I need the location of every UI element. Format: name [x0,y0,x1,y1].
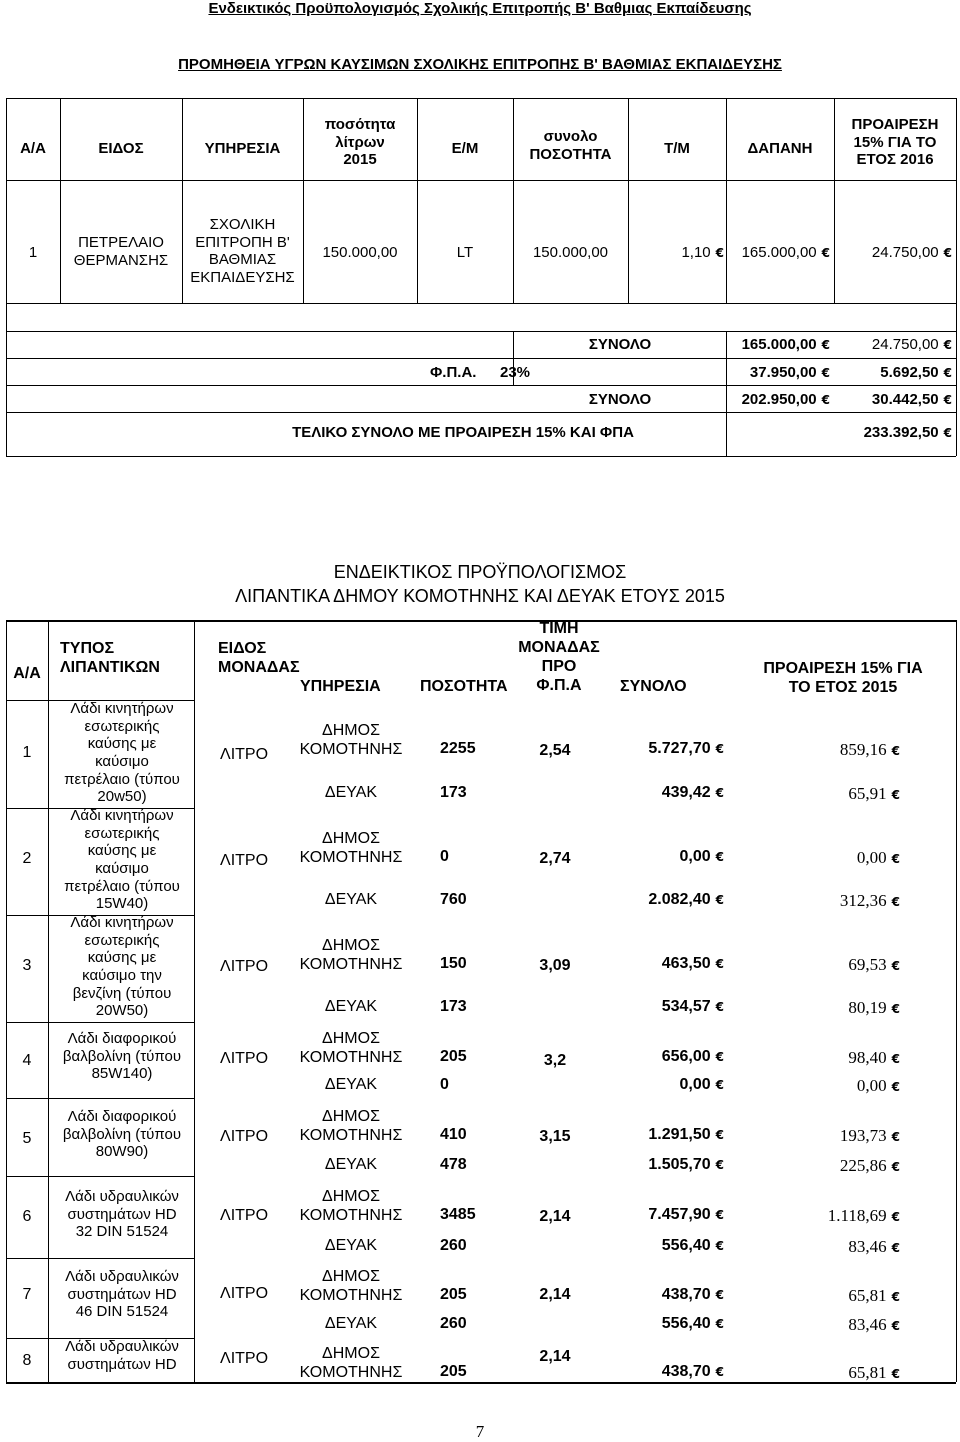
lub-row-3-service-2: ΔΕΥΑΚ [324,998,378,1015]
summary-fpa-dapani: 37.950,00 € [749,364,830,381]
summary-synolo-option: 24.750,00 € [871,336,952,353]
fuel-row-total-qty: 150.000,00 [532,244,609,261]
fuel-header-dapani: ΔΑΠΑΝΗ [747,140,813,157]
lub-row-4-eidos: ΛΙΤΡΟ [220,1050,269,1067]
lub-row-7-option-1: 65,81 € [848,1286,900,1305]
lub-row-3-qty-2: 173 [440,998,467,1015]
lub-row-6-service-2: ΔΕΥΑΚ [324,1237,378,1254]
lub-row-1-price: 2,54 [539,742,571,759]
fuel-header-eidos: ΕΙΔΟΣ [98,140,144,157]
table-rule [60,98,61,303]
euro-icon: € [891,852,900,866]
lub-row-7-service-1: ΔΗΜΟΣ ΚΟΜΟΤΗΝΗΣ [299,1268,403,1304]
lub-row-4-total-2: 0,00 € [679,1076,724,1093]
euro-icon: € [943,366,952,380]
fuel-header-aa: Α/Α [20,140,46,157]
euro-icon: € [715,1365,724,1379]
fuel-header-total-qty: συνολο ΠΟΣΟΤΗΤΑ [529,128,612,163]
table-rule [726,98,727,303]
euro-icon: € [715,1158,724,1172]
euro-icon: € [715,1208,724,1222]
summary-fpa-label: Φ.Π.Α. [430,364,477,381]
lub-row-6-qty-2: 260 [440,1237,467,1254]
euro-icon: € [715,1288,724,1302]
table-rule [6,385,956,386]
table-rule [6,1258,194,1259]
table-rule [6,620,7,1382]
lub-row-7-total-1: 438,70 € [661,1286,724,1303]
lub-row-8-aa: 8 [22,1352,32,1369]
lub-row-5-option-2: 225,86 € [839,1156,900,1175]
table-rule [6,98,956,99]
table-rule [194,620,195,1382]
lub-row-2-price: 2,74 [539,850,571,867]
summary-synolo-dapani: 165.000,00 € [741,336,830,353]
summary-synolo2-label: ΣΥΝΟΛΟ [588,391,652,408]
lub-row-5-eidos: ΛΙΤΡΟ [220,1128,269,1145]
lub-row-4-service-2: ΔΕΥΑΚ [324,1076,378,1093]
fuel-header-qty: ποσότητα λίτρων 2015 [324,116,396,169]
summary-final-label: ΤΕΛΙΚΟ ΣΥΝΟΛΟ ΜΕ ΠΡΟΑΙΡΕΣΗ 15% ΚΑΙ ΦΠΑ [292,424,634,441]
procurement-subtitle: ΠΡΟΜΗΘΕΙΑ ΥΓΡΩΝ ΚΑΥΣΙΜΩΝ ΣΧΟΛΙΚΗΣ ΕΠΙΤΡΟΠΗΣ Β' ΒΑΘΜΙΑΣ ΕΚΠΑΙΔΕΥΣΗΣ [178,56,782,73]
lub-row-4-option-2: 0,00 € [856,1076,900,1095]
euro-icon: € [891,1130,900,1144]
lub-row-7-aa: 7 [22,1286,32,1303]
lub-row-5-typos: Λάδι διαφορικού βαλβολίνη (τύπου 80W90) [62,1108,182,1161]
lub-header-typos: ΤΥΠΟΣ ΛΙΠΑΝΤΙΚΩΝ [60,640,160,676]
lub-row-6-option-2: 83,46 € [848,1237,900,1256]
lub-row-8-price: 2,14 [539,1348,571,1365]
lub-row-5-qty-2: 478 [440,1156,467,1173]
euro-icon: € [715,246,724,260]
euro-icon: € [821,246,830,260]
summary-fpa-option: 5.692,50 € [880,364,952,381]
lub-row-6-total-1: 7.457,90 € [648,1206,724,1223]
lub-row-8-qty-1: 205 [440,1363,467,1380]
fuel-row-tm: 1,10 € [681,244,724,261]
lub-row-3-total-2: 534,57 € [661,998,724,1015]
euro-icon: € [891,895,900,909]
lub-row-5-total-2: 1.505,70 € [648,1156,724,1173]
euro-icon: € [891,1241,900,1255]
lub-row-6-typos: Λάδι υδραυλικών συστημάτων HD 32 DIN 51524 [65,1188,179,1241]
table-rule [956,98,957,303]
euro-icon: € [715,742,724,756]
lub-row-6-aa: 6 [22,1208,32,1225]
euro-icon: € [943,246,952,260]
lub-row-5-total-1: 1.291,50 € [648,1126,724,1143]
lub-row-7-total-2: 556,40 € [661,1315,724,1332]
lub-row-6-eidos: ΛΙΤΡΟ [220,1207,269,1224]
lub-row-3-option-2: 80,19 € [848,998,900,1017]
lub-row-1-qty-2: 173 [440,784,467,801]
table-rule [6,412,956,413]
fuel-header-ypiresia: ΥΠΗΡΕΣΙΑ [204,140,281,157]
lub-row-7-qty-1: 205 [440,1286,467,1303]
lub-row-4-qty-2: 0 [440,1076,449,1093]
euro-icon: € [891,959,900,973]
lub-row-2-total-1: 0,00 € [679,848,724,865]
euro-icon: € [891,1160,900,1174]
fuel-header-tm: Τ/Μ [664,140,690,157]
euro-icon: € [715,957,724,971]
lub-row-2-typos: Λάδι κινητήρων εσωτερικής καύσης με καύσιμο πετρέλαιο (τύπου 15W40) [64,807,180,913]
lub-header-eidos: ΕΙΔΟΣ ΜΟΝΑΔΑΣ [218,640,300,676]
lub-row-7-typos: Λάδι υδραυλικών συστημάτων HD 46 DIN 51524 [65,1268,179,1321]
table-rule [6,1176,194,1177]
lub-row-6-option-1: 1.118,69 € [827,1206,900,1225]
lub-row-2-service-2: ΔΕΥΑΚ [324,891,378,908]
table-rule [6,358,956,359]
fuel-row-aa: 1 [28,244,38,261]
lub-row-5-qty-1: 410 [440,1126,467,1143]
lub-header-synolo: ΣΥΝΟΛΟ [620,678,687,695]
euro-icon: € [715,1317,724,1331]
fuel-header-option: ΠΡΟΑΙΡΕΣΗ 15% ΓΙΑ ΤΟ ΕΤΟΣ 2016 [851,116,939,169]
table-rule [417,98,418,303]
lub-row-1-aa: 1 [22,744,32,761]
lub-header-option: ΠΡΟΑΙΡΕΣΗ 15% ΓΙΑ ΤΟ ΕΤΟΣ 2015 [763,660,923,696]
lub-row-5-service-2: ΔΕΥΑΚ [324,1156,378,1173]
lub-row-2-option-1: 0,00 € [856,848,900,867]
lub-row-7-qty-2: 260 [440,1315,467,1332]
fuel-row-eidos: ΠΕΤΡΕΛΑΙΟ ΘΕΡΜΑΝΣΗΣ [73,234,169,269]
lub-row-3-eidos: ΛΙΤΡΟ [220,958,269,975]
lub-row-3-typos: Λάδι κινητήρων εσωτερικής καύσης με καύσιμο την βενζίνη (τύπου 20W50) [70,914,174,1020]
lub-row-7-price: 2,14 [539,1286,571,1303]
euro-icon: € [821,338,830,352]
lub-row-4-qty-1: 205 [440,1048,467,1065]
fuel-row-em: LT [456,244,474,261]
table-rule [6,1022,194,1023]
lub-row-7-service-2: ΔΕΥΑΚ [324,1315,378,1332]
euro-icon: € [943,338,952,352]
lub-row-1-option-1: 859,16 € [839,740,900,759]
table-rule [6,180,956,181]
table-rule [6,1098,194,1099]
table-rule [6,303,956,304]
lub-row-8-service-1: ΔΗΜΟΣ ΚΟΜΟΤΗΝΗΣ [299,1345,403,1381]
lub-row-2-aa: 2 [22,850,32,867]
lub-row-2-qty-2: 760 [440,891,467,908]
table-rule [6,456,956,457]
lub-row-3-service-1: ΔΗΜΟΣ ΚΟΜΟΤΗΝΗΣ [299,937,403,973]
euro-icon: € [891,1052,900,1066]
table-rule [956,620,957,1382]
euro-icon: € [715,850,724,864]
lub-row-4-typos: Λάδι διαφορικού βαλβολίνη (τύπου 85W140) [62,1030,182,1083]
lub-row-1-eidos: ΛΙΤΡΟ [220,746,269,763]
euro-icon: € [891,744,900,758]
fuel-row-ypiresia: ΣΧΟΛΙΚΗ ΕΠΙΤΡΟΠΗ Β' ΒΑΘΜΙΑΣ ΕΚΠΑΙΔΕΥΣΗΣ [190,216,295,287]
euro-icon: € [715,1239,724,1253]
lub-row-5-aa: 5 [22,1130,32,1147]
lub-row-7-eidos: ΛΙΤΡΟ [220,1285,269,1302]
lub-row-1-service-2: ΔΕΥΑΚ [324,784,378,801]
lub-row-8-eidos: ΛΙΤΡΟ [220,1350,269,1367]
lub-row-8-typos: Λάδι υδραυλικών συστημάτων HD [65,1338,179,1373]
euro-icon: € [891,788,900,802]
euro-icon: € [891,1290,900,1304]
euro-icon: € [891,1319,900,1333]
euro-icon: € [891,1002,900,1016]
lub-row-2-total-2: 2.082,40 € [648,891,724,908]
table-rule [628,98,629,303]
lub-row-6-total-2: 556,40 € [661,1237,724,1254]
euro-icon: € [943,393,952,407]
lub-title-2: ΛΙΠΑΝΤΙΚΑ ΔΗΜΟΥ ΚΟΜΟΤΗΝΗΣ ΚΑΙ ΔΕΥΑΚ ΕΤΟΥΣ 2015 [235,586,725,606]
lub-row-3-aa: 3 [22,957,32,974]
lub-row-5-price: 3,15 [539,1128,571,1145]
lub-row-3-option-1: 69,53 € [848,955,900,974]
lub-row-1-total-2: 439,42 € [661,784,724,801]
lub-row-8-option-1: 65,81 € [848,1363,900,1382]
lub-row-4-total-1: 656,00 € [661,1048,724,1065]
lub-row-3-qty-1: 150 [440,955,467,972]
table-rule [48,620,49,1382]
euro-icon: € [715,893,724,907]
table-rule [6,303,7,456]
lub-header-timi: ΤΙΜΗ ΜΟΝΑΔΑΣ ΠΡΟ Φ.Π.Α [518,620,600,694]
lub-row-1-qty-1: 2255 [440,740,476,757]
page-number: 7 [475,1422,485,1441]
euro-icon: € [821,366,830,380]
summary-synolo2-dapani: 202.950,00 € [741,391,830,408]
euro-icon: € [715,1128,724,1142]
euro-icon: € [891,1210,900,1224]
fuel-header-em: Ε/Μ [451,140,479,157]
table-rule [6,620,956,622]
lub-row-2-service-1: ΔΗΜΟΣ ΚΟΜΟΤΗΝΗΣ [299,830,403,866]
euro-icon: € [715,1050,724,1064]
euro-icon: € [891,1080,900,1094]
table-rule [6,331,956,332]
summary-fpa-rate: 23% [500,364,531,381]
lub-row-2-qty-1: 0 [440,848,449,865]
lub-row-1-typos: Λάδι κινητήρων εσωτερικής καύσης με καύσιμο πετρέλαιο (τύπου 20w50) [64,700,180,806]
lub-row-4-service-1: ΔΗΜΟΣ ΚΟΜΟΤΗΝΗΣ [299,1030,403,1066]
lub-row-1-service-1: ΔΗΜΟΣ ΚΟΜΟΤΗΝΗΣ [299,722,403,758]
lub-row-3-price: 3,09 [539,957,571,974]
lub-row-4-aa: 4 [22,1052,32,1069]
table-rule [6,98,7,303]
lub-row-5-service-1: ΔΗΜΟΣ ΚΟΜΟΤΗΝΗΣ [299,1108,403,1144]
lub-row-6-price: 2,14 [539,1208,571,1225]
summary-final-value: 233.392,50 € [863,424,952,441]
fuel-row-dapani: 165.000,00 € [741,244,830,261]
lub-row-6-qty-1: 3485 [440,1206,476,1223]
euro-icon: € [715,1078,724,1092]
lub-row-4-option-1: 98,40 € [848,1048,900,1067]
lub-title-1: ΕΝΔΕΙΚΤΙΚΟΣ ΠΡΟΫΠΟΛΟΓΙΣΜΟΣ [333,562,627,582]
lub-row-8-total-1: 438,70 € [661,1363,724,1380]
lub-row-6-service-1: ΔΗΜΟΣ ΚΟΜΟΤΗΝΗΣ [299,1188,403,1224]
lub-header-posotita: ΠΟΣΟΤΗΤΑ [420,678,508,695]
lub-row-7-option-2: 83,46 € [848,1315,900,1334]
lub-row-3-total-1: 463,50 € [661,955,724,972]
lub-row-2-eidos: ΛΙΤΡΟ [220,852,269,869]
euro-icon: € [715,786,724,800]
page-title: Ενδεικτικός Προϋπολογισμός Σχολικής Επιτροπής Β' Βαθμιας Εκπαίδευσης [208,0,752,17]
lub-row-1-option-2: 65,91 € [848,784,900,803]
lub-row-5-option-1: 193,73 € [839,1126,900,1145]
lub-row-1-total-1: 5.727,70 € [648,740,724,757]
lub-row-2-option-2: 312,36 € [839,891,900,910]
euro-icon: € [943,426,952,440]
lub-header-ypiresia: ΥΠΗΡΕΣΙΑ [300,678,381,695]
euro-icon: € [715,1000,724,1014]
summary-synolo2-option: 30.442,50 € [871,391,952,408]
summary-synolo-label: ΣΥΝΟΛΟ [588,336,652,353]
euro-icon: € [891,1367,900,1381]
euro-icon: € [821,393,830,407]
lub-row-4-price: 3,2 [543,1052,567,1069]
fuel-row-option: 24.750,00 € [871,244,952,261]
lub-header-aa: Α/Α [13,665,41,682]
table-rule [956,303,957,456]
fuel-row-qty: 150.000,00 [322,244,398,261]
